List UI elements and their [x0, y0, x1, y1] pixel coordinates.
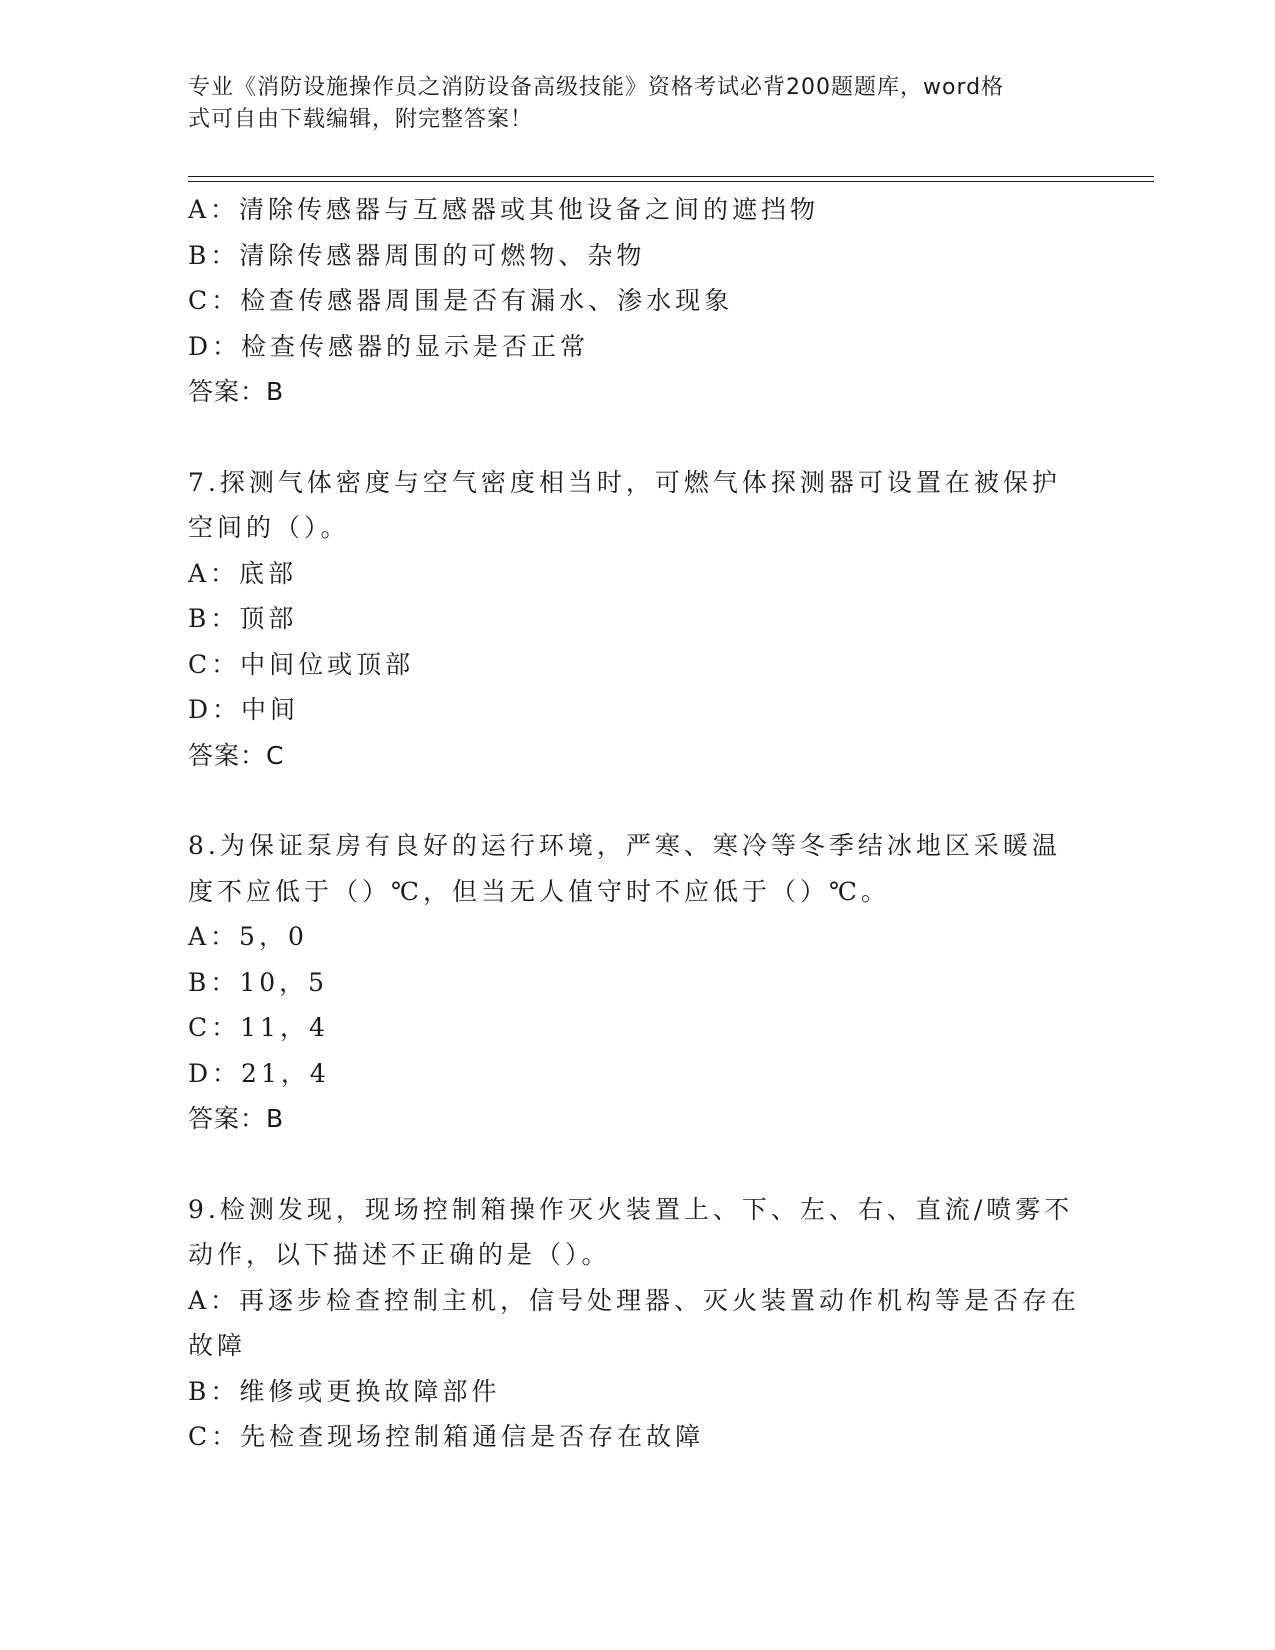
- spacer: [188, 778, 1088, 823]
- answer: 答案：B: [188, 377, 285, 406]
- option-a: A：清除传感器与互感器或其他设备之间的遮挡物: [188, 195, 820, 224]
- question-stem-line-2: 空间的（）。: [188, 513, 350, 542]
- question-list: [188, 187, 1088, 1460]
- option-c: C：检查传感器周围是否有漏水、渗水现象: [188, 286, 734, 315]
- option-a-line-1: A：再逐步检查控制主机，信号处理器、灭火装置动作机构等是否存在: [188, 1285, 1081, 1315]
- option-c: C：11，4: [188, 1013, 329, 1042]
- option-a-line-2: 故障: [188, 1331, 247, 1360]
- option-a: A：底部: [188, 558, 298, 588]
- spacer: [188, 415, 1088, 460]
- question-stem-line-1: 9.检测发现，现场控制箱操作灭火装置上、下、左、右、直流/喷雾不: [188, 1194, 1074, 1224]
- question-stem-line-2: 度不应低于（）℃，但当无人值守时不应低于（）℃。: [188, 876, 890, 906]
- header-divider-bottom: [188, 181, 1154, 182]
- header-divider-top: [188, 176, 1154, 177]
- header-line-2: 式可自由下载编辑，附完整答案！: [188, 107, 534, 132]
- option-d: D：检查传感器的显示是否正常: [188, 331, 590, 361]
- option-b: B：10，5: [188, 967, 329, 997]
- question-7: [188, 460, 1088, 779]
- question-stem-line-1: 8.为保证泵房有良好的运行环境，严寒、寒冷等冬季结冰地区采暖温: [188, 831, 1061, 860]
- option-d: D：21，4: [188, 1058, 330, 1088]
- question-stem-line-2: 动作，以下描述不正确的是（）。: [188, 1240, 611, 1269]
- question-9: [188, 1187, 1088, 1460]
- header-line-1: 专业《消防设施操作员之消防设备高级技能》资格考试必背200题题库，word格: [188, 75, 1005, 100]
- answer: 答案：C: [188, 740, 285, 770]
- option-a: A：5，0: [188, 922, 308, 951]
- document-header: [188, 72, 1068, 136]
- option-b: B：维修或更换故障部件: [188, 1376, 501, 1406]
- option-d: D：中间: [188, 695, 300, 724]
- question-stem-line-1: 7.探测气体密度与空气密度相当时，可燃气体探测器可设置在被保护: [188, 467, 1061, 497]
- spacer: [188, 1142, 1088, 1187]
- option-b: B：清除传感器周围的可燃物、杂物: [188, 240, 646, 270]
- question-6-continued: [188, 187, 1088, 415]
- option-c: C：中间位或顶部: [188, 649, 415, 679]
- answer: 答案：B: [188, 1104, 285, 1133]
- option-c: C：先检查现场控制箱通信是否存在故障: [188, 1422, 705, 1451]
- question-8: [188, 823, 1088, 1142]
- option-b: B：顶部: [188, 604, 298, 633]
